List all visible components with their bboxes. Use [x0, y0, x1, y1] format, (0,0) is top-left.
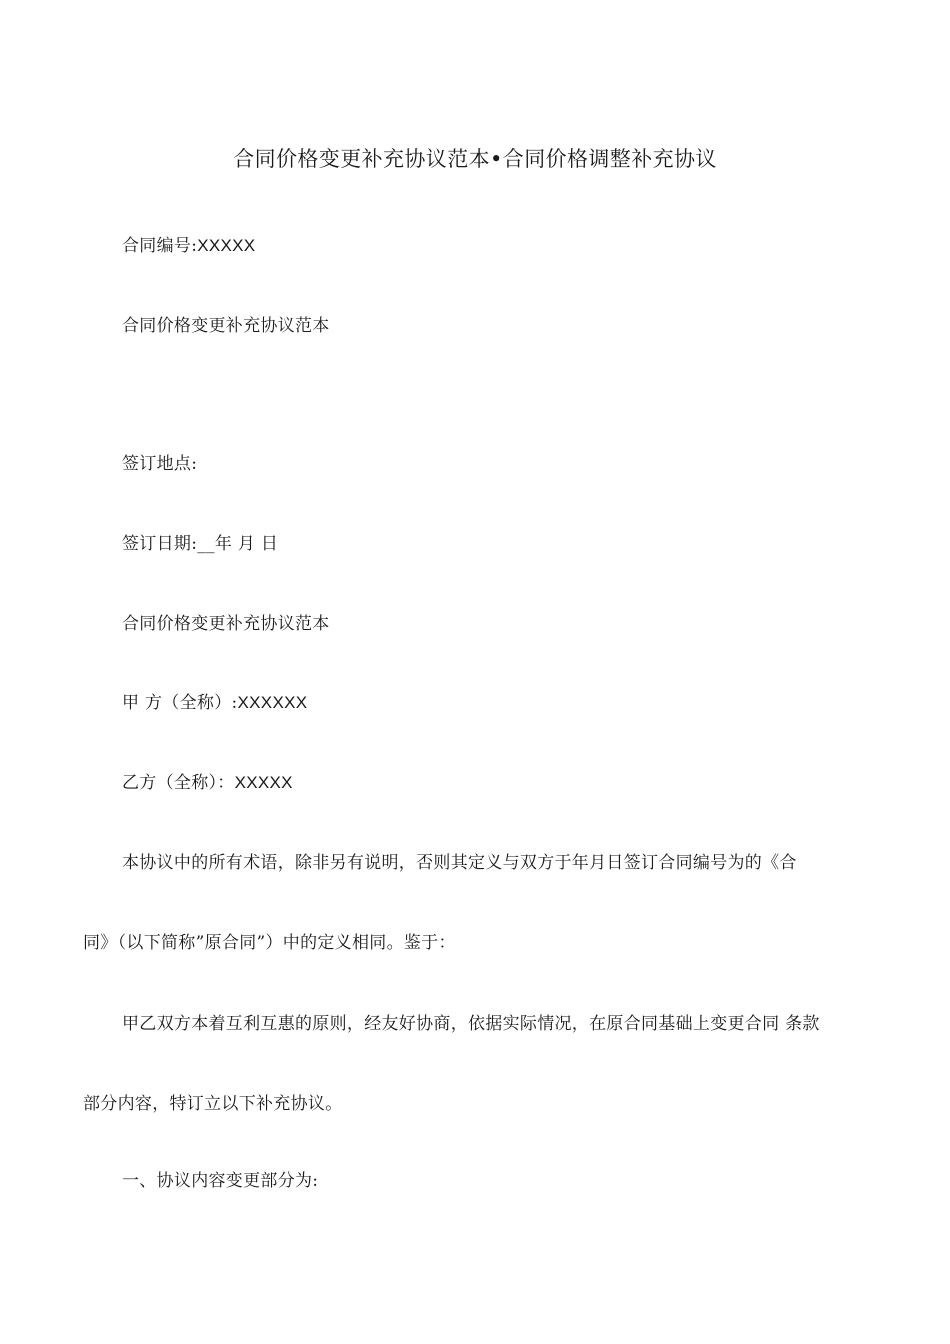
party-a-value: XXXXXX [237, 693, 308, 712]
party-b-line [122, 772, 293, 794]
subtitle-first: 合同价格变更补充协议范本 [122, 316, 330, 336]
document-title: 合同价格变更补充协议范本•合同价格调整补充协议 [233, 147, 717, 171]
party-a-label: 甲 方（全称）: [122, 693, 238, 713]
paragraph-1-line-2: 同》（以下简称”原合同”）中的定义相同。鉴于： [83, 933, 456, 953]
contract-number-value: XXXXX [197, 236, 256, 255]
section-1-heading: 一、协议内容变更部分为: [122, 1171, 319, 1191]
contract-number-label: 合同编号: [122, 236, 198, 256]
sign-place-line: 签订地点: [122, 454, 198, 474]
paragraph-1-line-1: 本协议中的所有术语，除非另有说明，否则其定义与双方于年月日签订合同编号为的《合 [122, 853, 797, 873]
party-b-label: 乙方（全称）： [122, 773, 235, 793]
party-a-line [122, 692, 307, 714]
paragraph-2-line-2: 部分内容，特订立以下补充协议。 [83, 1094, 343, 1114]
sign-date-line: 签订日期:__年 月 日 [122, 534, 279, 554]
contract-number-line [122, 235, 255, 257]
party-b-value: XXXXX [234, 773, 293, 792]
subtitle-second: 合同价格变更补充协议范本 [122, 614, 330, 634]
paragraph-2-line-1: 甲乙双方本着互利互惠的原则，经友好协商，依据实际情况，在原合同基础上变更合同 条款 [122, 1014, 820, 1034]
